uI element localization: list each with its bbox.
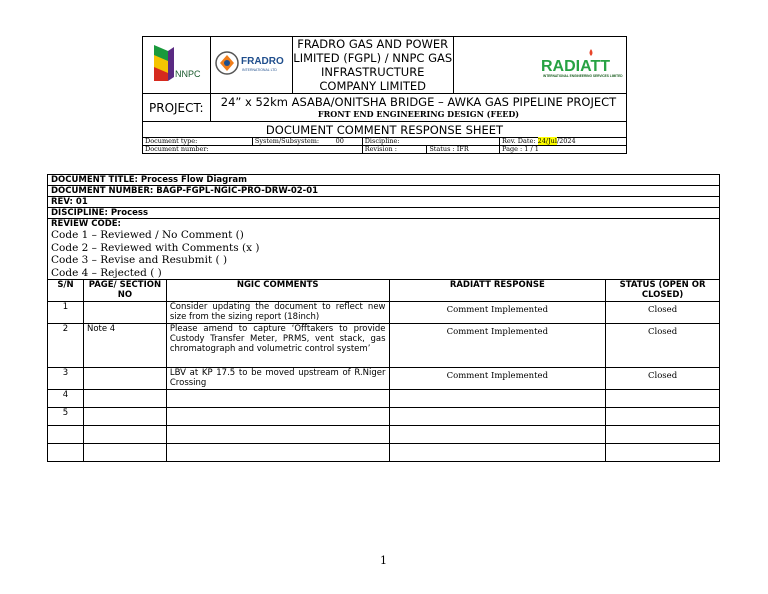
row-status [606, 390, 720, 408]
row-sn: 5 [48, 408, 84, 426]
row-sn: 1 [48, 302, 84, 324]
row-status: Closed [606, 302, 720, 324]
review-code-1: Code 1 – Reviewed / No Comment () [51, 229, 244, 241]
meta-rev-date: Rev. Date: 24/Jul/2024 [500, 138, 626, 146]
doc-discipline: DISCIPLINE: Process [48, 208, 720, 219]
row-sn [48, 444, 84, 462]
row-status [606, 408, 720, 426]
row-comment: LBV at KP 17.5 to be moved upstream of R.Niger Crossing [166, 368, 389, 390]
table-row [48, 302, 720, 324]
col-header-ngic: NGIC COMMENTS [166, 280, 389, 302]
table-row [48, 444, 720, 462]
row-page [83, 390, 166, 408]
row-page: Note 4 [83, 324, 166, 368]
row-sn: 4 [48, 390, 84, 408]
table-row [48, 426, 720, 444]
nnpc-logo-text: NNPC [175, 69, 201, 79]
meta-system: System/Subsystem: 00 [252, 138, 362, 146]
radiatt-logo-text: RADIATT [540, 58, 610, 75]
row-status: Closed [606, 368, 720, 390]
row-page [83, 444, 166, 462]
meta-discipline: Discipline: [362, 138, 499, 146]
radiatt-logo [539, 43, 625, 83]
meta-document-number: Document number: [143, 146, 362, 154]
row-sn [48, 426, 84, 444]
row-page [83, 302, 166, 324]
row-status: Closed [606, 324, 720, 368]
meta-block [143, 138, 627, 154]
fradro-logo-text: FRADRO [241, 56, 285, 67]
row-sn: 2 [48, 324, 84, 368]
table-row [48, 408, 720, 426]
document-header [142, 36, 627, 154]
row-comment [166, 444, 389, 462]
radiatt-logo-sub: INTERNATIONAL ENGINEERING SERVICES LIMITED [542, 74, 623, 78]
nnpc-logo [146, 41, 206, 85]
row-page [83, 408, 166, 426]
meta-page: Page : 1 / 1 [500, 146, 626, 154]
row-comment: Consider updating the document to reflect new size from the sizing report (18inch) [166, 302, 389, 324]
fradro-logo [213, 47, 289, 79]
row-status [606, 426, 720, 444]
row-sn: 3 [48, 368, 84, 390]
col-header-page: PAGE/ SECTION NO [83, 280, 166, 302]
col-header-sn: S/N [48, 280, 84, 302]
review-code-2: Code 2 – Reviewed with Comments (x ) [51, 241, 260, 254]
review-code-3: Code 3 – Revise and Resubmit ( ) [51, 254, 228, 266]
col-header-status: STATUS (OPEN OR CLOSED) [606, 280, 720, 302]
row-response [389, 426, 606, 444]
project-title-cell [210, 94, 626, 122]
review-code-block [48, 219, 720, 280]
review-code-label: REVIEW CODE: [51, 219, 121, 229]
doc-title: DOCUMENT TITLE: Process Flow Diagram [48, 175, 720, 186]
company-name: FRADRO GAS AND POWER LIMITED (FGPL) / NNPC GAS INFRASTRUCTURE COMPANY LIMITED [293, 37, 453, 93]
project-label: PROJECT: [143, 94, 211, 122]
comment-response-table [47, 174, 720, 462]
meta-status: Status : IFR [427, 146, 500, 154]
meta-revision: Revision : [362, 146, 427, 154]
row-status [606, 444, 720, 462]
row-response: Comment Implemented [389, 368, 606, 390]
row-response [389, 390, 606, 408]
sheet-title: DOCUMENT COMMENT RESPONSE SHEET [143, 122, 627, 138]
row-response: Comment Implemented [389, 324, 606, 368]
page-number: 1 [380, 554, 387, 567]
table-row [48, 368, 720, 390]
table-row [48, 324, 720, 368]
project-subtitle: FRONT END ENGINEERING DESIGN (FEED) [317, 109, 520, 119]
table-row [48, 390, 720, 408]
radiatt-logo-cell [453, 37, 626, 94]
row-comment [166, 408, 389, 426]
nnpc-logo-cell [143, 37, 211, 94]
row-page [83, 368, 166, 390]
row-response: Comment Implemented [389, 302, 606, 324]
row-comment: Please amend to capture ‘Offtakers to provide Custody Transfer Meter, PRMS, vent stack, gas chromatograph and volumetric control system’ [166, 324, 389, 368]
row-comment [166, 426, 389, 444]
doc-number: DOCUMENT NUMBER: BAGP-FGPL-NGIC-PRO-DRW-02-01 [48, 186, 720, 197]
fradro-logo-cell [210, 37, 292, 94]
fradro-logo-sub: INTERNATIONAL LTD [242, 68, 278, 72]
row-comment [166, 390, 389, 408]
row-response [389, 408, 606, 426]
review-code-4: Code 4 – Rejected ( ) [51, 266, 162, 279]
doc-rev: REV: 01 [48, 197, 720, 208]
row-response [389, 444, 606, 462]
meta-document-type: Document type: [143, 138, 252, 146]
project-title: 24” x 52km ASABA/ONITSHA BRIDGE – AWKA GAS PIPELINE PROJECT [220, 95, 617, 109]
col-header-radiatt: RADIATT RESPONSE [389, 280, 606, 302]
row-page [83, 426, 166, 444]
